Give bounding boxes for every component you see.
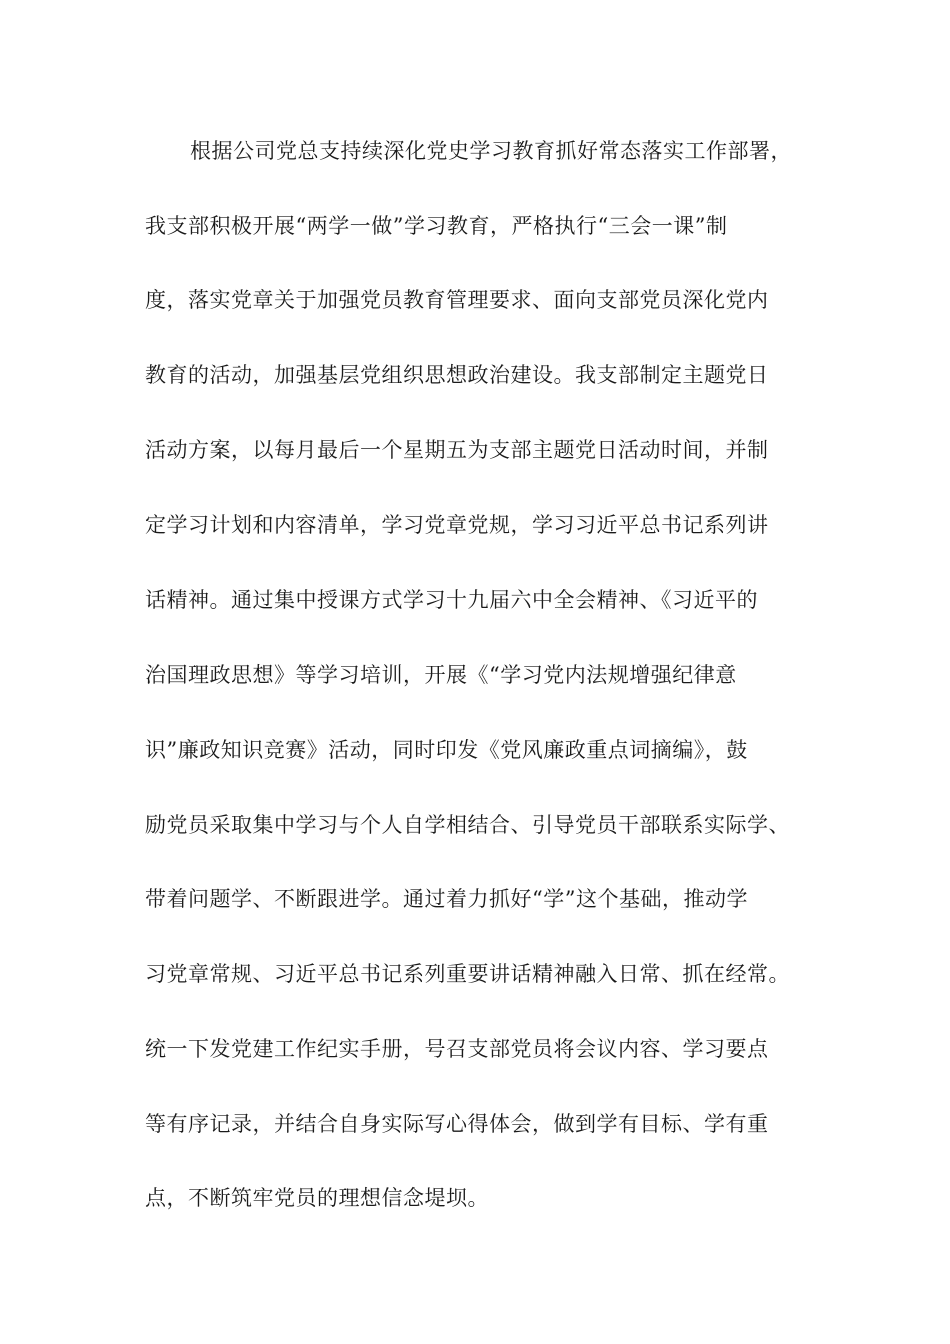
paragraph-line: 话精神。通过集中授课方式学习十九届六中全会精神、《习近平的 (145, 588, 758, 612)
paragraph-line: 度，落实党章关于加强党员教育管理要求、面向支部党员深化党内 (145, 288, 769, 312)
paragraph-line: 治国理政思想》等学习培训，开展《“学习党内法规增强纪律意 (145, 663, 737, 687)
paragraph-line: 识”廉政知识竞赛》活动，同时印发《党风廉政重点词摘编》，鼓 (145, 738, 748, 762)
paragraph-line: 带着问题学、不断跟进学。通过着力抓好“学”这个基础，推动学 (145, 887, 748, 911)
paragraph-line: 根据公司党总支持续深化党史学习教育抓好常态落实工作部署， (190, 139, 792, 163)
paragraph-line: 等有序记录，并结合自身实际写心得体会，做到学有目标、学有重 (145, 1112, 769, 1136)
paragraph-line: 定学习计划和内容清单，学习党章党规，学习习近平总书记系列讲 (145, 513, 769, 537)
paragraph-line: 我支部积极开展“两学一做”学习教育，严格执行“三会一课”制 (145, 214, 728, 238)
paragraph-line: 点，不断筑牢党员的理想信念堤坝。 (145, 1186, 489, 1210)
paragraph-line: 励党员采取集中学习与个人自学相结合、引导党员干部联系实际学、 (145, 813, 790, 837)
paragraph-line: 统一下发党建工作纪实手册，号召支部党员将会议内容、学习要点 (145, 1037, 769, 1061)
paragraph-line: 教育的活动，加强基层党组织思想政治建设。我支部制定主题党日 (145, 363, 769, 387)
paragraph-line: 习党章常规、习近平总书记系列重要讲话精神融入日常、抓在经常。 (145, 962, 790, 986)
paragraph-line: 活动方案，以每月最后一个星期五为支部主题党日活动时间，并制 (145, 438, 769, 462)
